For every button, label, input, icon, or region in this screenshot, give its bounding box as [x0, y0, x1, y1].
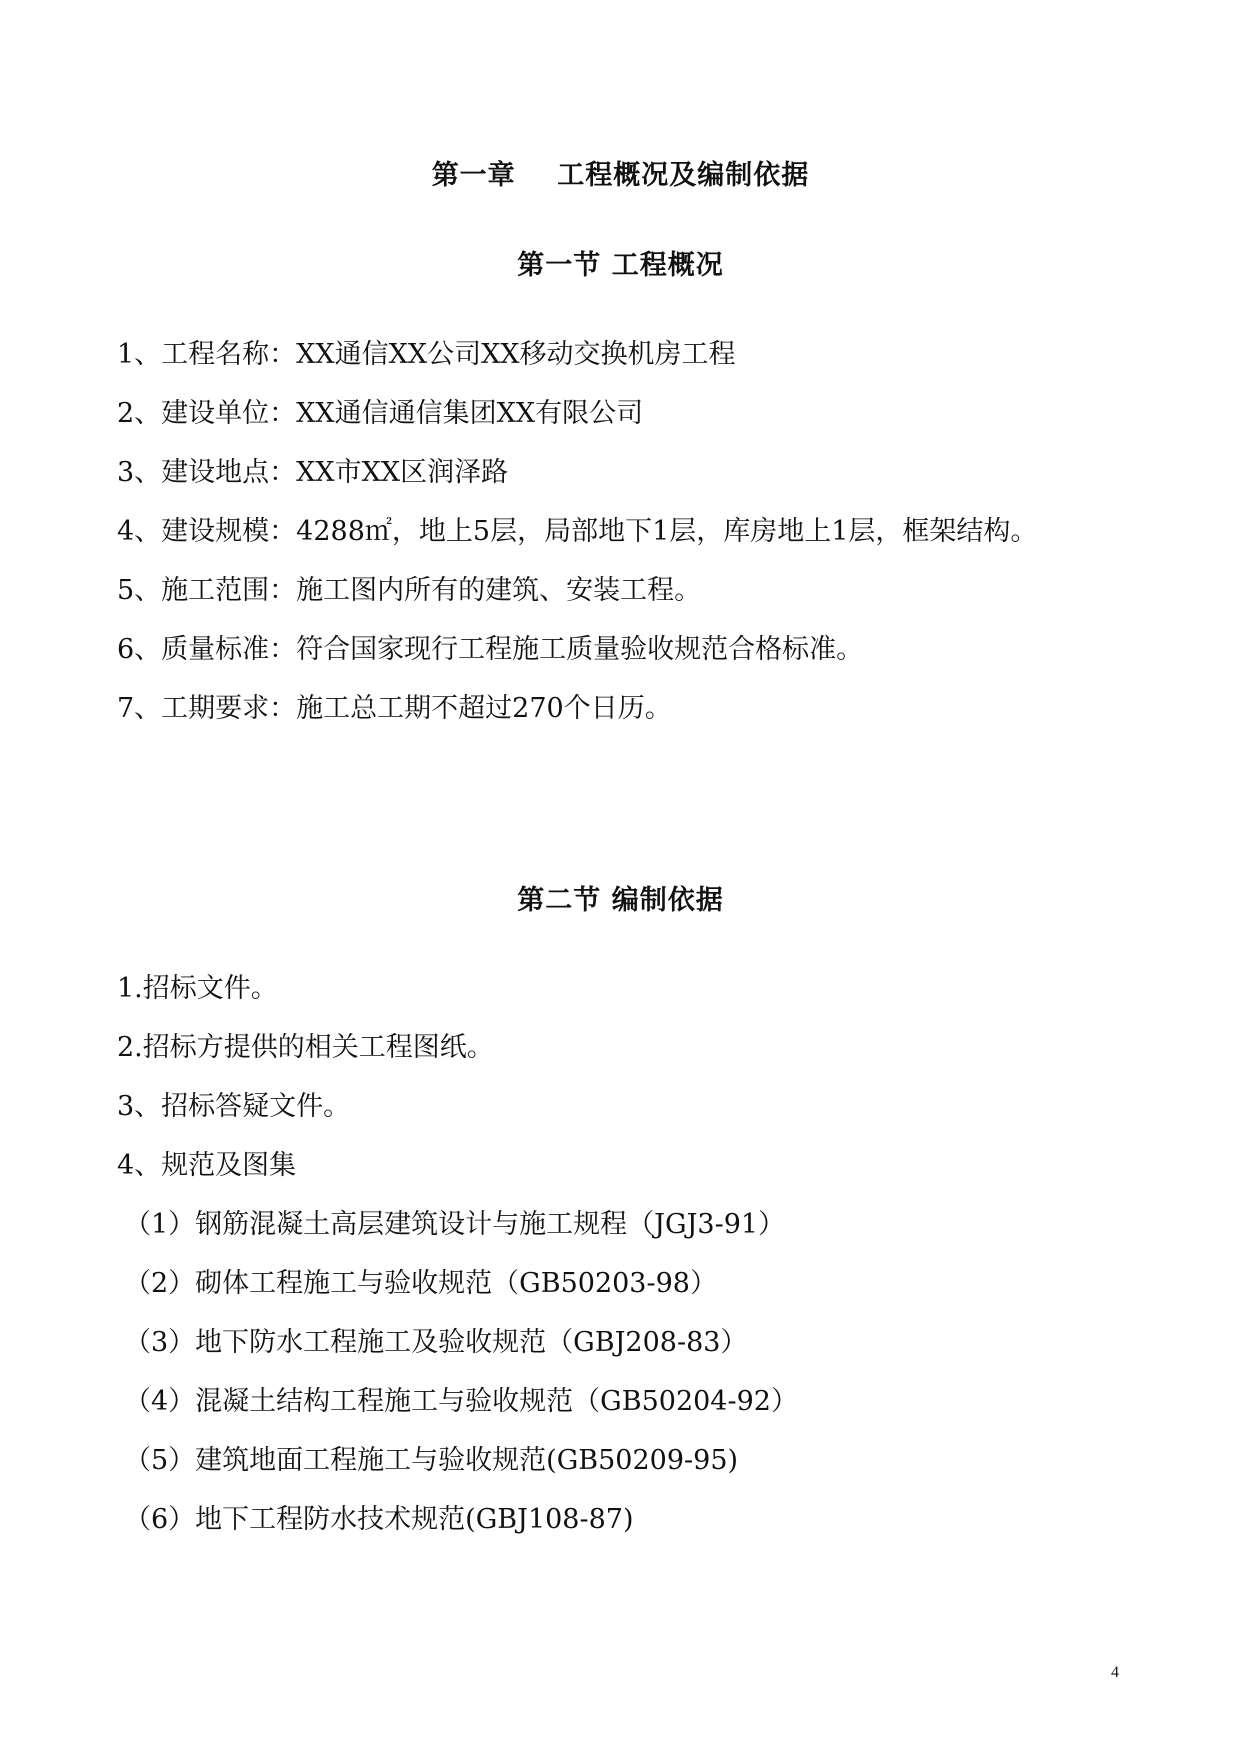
basis-item-1: 1.招标文件。 — [117, 973, 278, 1004]
section-title-overview: 第一节 工程概况 — [517, 250, 724, 281]
overview-item-2: 2、建设单位：XX通信通信集团XX有限公司 — [117, 398, 644, 429]
basis-item-4: 4、规范及图集 — [117, 1150, 297, 1181]
standard-item-1: （1）钢筋混凝土高层建筑设计与施工规程（JGJ3-91） — [124, 1209, 786, 1240]
overview-item-3: 3、建设地点：XX市XX区润泽路 — [117, 457, 509, 488]
basis-item-3: 3、招标答疑文件。 — [117, 1091, 351, 1122]
standard-item-4: （4）混凝土结构工程施工与验收规范（GB50204-92） — [124, 1386, 798, 1417]
page-number: 4 — [1111, 1664, 1119, 1681]
standard-item-6: （6）地下工程防水技术规范(GBJ108-87) — [124, 1504, 634, 1535]
overview-item-6: 6、质量标准：符合国家现行工程施工质量验收规范合格标准。 — [117, 634, 864, 665]
overview-item-4: 4、建设规模：4288㎡，地上5层，局部地下1层，库房地上1层，框架结构。 — [117, 516, 1038, 547]
standard-item-5: （5）建筑地面工程施工与验收规范(GB50209-95) — [124, 1445, 739, 1476]
overview-item-5: 5、施工范围：施工图内所有的建筑、安装工程。 — [117, 575, 702, 606]
chapter-title: 第一章 工程概况及编制依据 — [431, 160, 810, 191]
overview-item-7: 7、工期要求：施工总工期不超过270个日历。 — [117, 693, 672, 724]
section-title-basis: 第二节 编制依据 — [517, 885, 724, 916]
overview-item-1: 1、工程名称：XX通信XX公司XX移动交换机房工程 — [117, 339, 736, 370]
standard-item-3: （3）地下防水工程施工及验收规范（GBJ208-83） — [124, 1327, 748, 1358]
basis-item-2: 2.招标方提供的相关工程图纸。 — [117, 1032, 494, 1063]
standard-item-2: （2）砌体工程施工与验收规范（GB50203-98） — [124, 1268, 717, 1299]
